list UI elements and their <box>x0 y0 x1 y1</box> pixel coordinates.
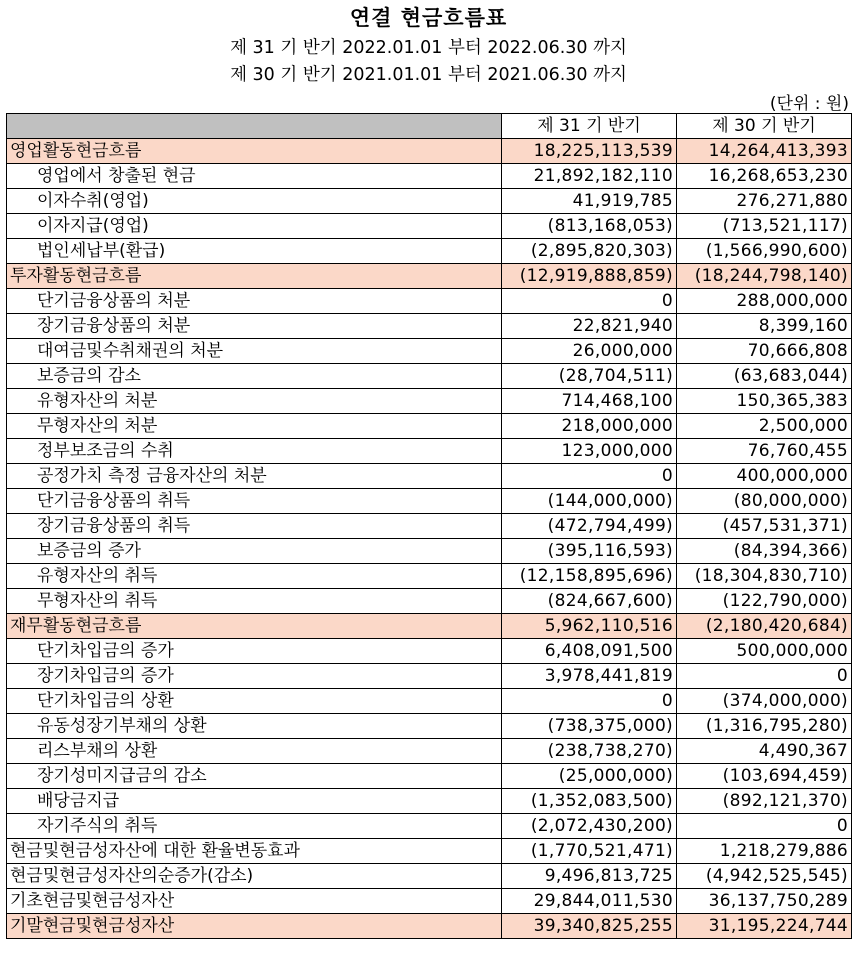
row-value-current: 123,000,000 <box>502 439 677 464</box>
table-row <box>7 164 852 189</box>
row-value-current: 6,408,091,500 <box>502 639 677 664</box>
row-label: 영업에서 창출된 현금 <box>7 164 502 189</box>
row-label: 이자지급(영업) <box>7 214 502 239</box>
row-label: 장기차입금의 증가 <box>7 664 502 689</box>
row-label: 리스부채의 상환 <box>7 739 502 764</box>
row-value-prior: (18,244,798,140) <box>677 264 852 289</box>
table-row <box>7 664 852 689</box>
row-label: 장기금융상품의 취득 <box>7 514 502 539</box>
row-value-prior: (1,316,795,280) <box>677 714 852 739</box>
table-row <box>7 264 852 289</box>
row-value-current: (28,704,511) <box>502 364 677 389</box>
row-label: 유형자산의 처분 <box>7 389 502 414</box>
table-row <box>7 414 852 439</box>
row-value-current: 22,821,940 <box>502 314 677 339</box>
row-value-prior: (457,531,371) <box>677 514 852 539</box>
table-row <box>7 914 852 939</box>
row-value-current: (824,667,600) <box>502 589 677 614</box>
row-value-prior: (18,304,830,710) <box>677 564 852 589</box>
row-value-prior: 150,365,383 <box>677 389 852 414</box>
row-value-prior: (374,000,000) <box>677 689 852 714</box>
row-value-current: 3,978,441,819 <box>502 664 677 689</box>
table-row <box>7 814 852 839</box>
row-label: 무형자산의 처분 <box>7 414 502 439</box>
table-row <box>7 514 852 539</box>
row-label: 보증금의 증가 <box>7 539 502 564</box>
row-value-prior: (2,180,420,684) <box>677 614 852 639</box>
table-body <box>7 139 852 939</box>
row-label: 단기차입금의 상환 <box>7 689 502 714</box>
row-value-current: (2,895,820,303) <box>502 239 677 264</box>
row-label: 영업활동현금흐름 <box>7 139 502 164</box>
row-label: 현금및현금성자산에 대한 환율변동효과 <box>7 839 502 864</box>
row-value-prior: 16,268,653,230 <box>677 164 852 189</box>
row-label: 보증금의 감소 <box>7 364 502 389</box>
row-value-current: (12,919,888,859) <box>502 264 677 289</box>
row-value-current: (472,794,499) <box>502 514 677 539</box>
table-row <box>7 839 852 864</box>
cash-flow-table <box>6 113 852 939</box>
row-value-current: (395,116,593) <box>502 539 677 564</box>
row-label: 장기성미지급금의 감소 <box>7 764 502 789</box>
row-label: 공정가치 측정 금융자산의 처분 <box>7 464 502 489</box>
table-row <box>7 714 852 739</box>
row-value-prior: (1,566,990,600) <box>677 239 852 264</box>
row-value-prior: 8,399,160 <box>677 314 852 339</box>
row-value-current: 26,000,000 <box>502 339 677 364</box>
row-value-current: (1,770,521,471) <box>502 839 677 864</box>
row-label: 장기금융상품의 처분 <box>7 314 502 339</box>
row-label: 대여금및수취채권의 처분 <box>7 339 502 364</box>
table-row <box>7 739 852 764</box>
row-value-prior: 288,000,000 <box>677 289 852 314</box>
row-value-prior: 70,666,808 <box>677 339 852 364</box>
row-value-current: (144,000,000) <box>502 489 677 514</box>
table-row <box>7 139 852 164</box>
table-header-row <box>7 114 852 139</box>
row-value-current: (2,072,430,200) <box>502 814 677 839</box>
row-value-prior: 276,271,880 <box>677 189 852 214</box>
row-value-current: (238,738,270) <box>502 739 677 764</box>
row-label: 기말현금및현금성자산 <box>7 914 502 939</box>
row-label: 유동성장기부채의 상환 <box>7 714 502 739</box>
row-label: 자기주식의 취득 <box>7 814 502 839</box>
table-row <box>7 539 852 564</box>
row-value-current: (12,158,895,696) <box>502 564 677 589</box>
table-row <box>7 789 852 814</box>
table-row <box>7 764 852 789</box>
table-row <box>7 589 852 614</box>
row-value-prior: 31,195,224,744 <box>677 914 852 939</box>
row-label: 현금및현금성자산의순증가(감소) <box>7 864 502 889</box>
row-value-current: 0 <box>502 689 677 714</box>
table-row <box>7 464 852 489</box>
row-value-prior: 76,760,455 <box>677 439 852 464</box>
table-row <box>7 489 852 514</box>
period-current: 제 31 기 반기 2022.01.01 부터 2022.06.30 까지 <box>230 38 627 58</box>
row-value-prior: 1,218,279,886 <box>677 839 852 864</box>
unit-label: (단위 : 원) <box>769 94 849 114</box>
row-value-current: 0 <box>502 289 677 314</box>
header-blank-cell <box>7 114 502 139</box>
row-value-current: 39,340,825,255 <box>502 914 677 939</box>
row-value-prior: 500,000,000 <box>677 639 852 664</box>
table-row <box>7 889 852 914</box>
row-value-current: (738,375,000) <box>502 714 677 739</box>
row-value-current: 18,225,113,539 <box>502 139 677 164</box>
row-value-current: 21,892,182,110 <box>502 164 677 189</box>
row-value-prior: 2,500,000 <box>677 414 852 439</box>
table-row <box>7 614 852 639</box>
row-value-current: 0 <box>502 464 677 489</box>
row-label: 정부보조금의 수취 <box>7 439 502 464</box>
header-current-period: 제 31 기 반기 <box>502 114 677 139</box>
row-label: 배당금지급 <box>7 789 502 814</box>
row-value-current: (1,352,083,500) <box>502 789 677 814</box>
row-value-prior: (103,694,459) <box>677 764 852 789</box>
row-value-current: 9,496,813,725 <box>502 864 677 889</box>
table-row <box>7 864 852 889</box>
row-value-prior: 400,000,000 <box>677 464 852 489</box>
table-row <box>7 439 852 464</box>
table-row <box>7 389 852 414</box>
table-row <box>7 289 852 314</box>
row-value-prior: (84,394,366) <box>677 539 852 564</box>
row-label: 재무활동현금흐름 <box>7 614 502 639</box>
row-label: 단기금융상품의 취득 <box>7 489 502 514</box>
table-row <box>7 689 852 714</box>
row-value-current: 714,468,100 <box>502 389 677 414</box>
table-row <box>7 314 852 339</box>
row-value-prior: (4,942,525,545) <box>677 864 852 889</box>
period-prior: 제 30 기 반기 2021.01.01 부터 2021.06.30 까지 <box>230 65 627 85</box>
row-value-prior: (713,521,117) <box>677 214 852 239</box>
row-value-current: 218,000,000 <box>502 414 677 439</box>
row-label: 유형자산의 취득 <box>7 564 502 589</box>
row-value-prior: 14,264,413,393 <box>677 139 852 164</box>
row-value-current: 41,919,785 <box>502 189 677 214</box>
table-row <box>7 564 852 589</box>
row-label: 단기차입금의 증가 <box>7 639 502 664</box>
row-value-current: 29,844,011,530 <box>502 889 677 914</box>
row-label: 투자활동현금흐름 <box>7 264 502 289</box>
table-row <box>7 339 852 364</box>
row-value-prior: (892,121,370) <box>677 789 852 814</box>
row-label: 단기금융상품의 처분 <box>7 289 502 314</box>
row-value-prior: 0 <box>677 814 852 839</box>
table-row <box>7 364 852 389</box>
row-label: 법인세납부(환급) <box>7 239 502 264</box>
row-label: 무형자산의 취득 <box>7 589 502 614</box>
row-value-prior: 4,490,367 <box>677 739 852 764</box>
row-value-prior: (80,000,000) <box>677 489 852 514</box>
row-value-current: 5,962,110,516 <box>502 614 677 639</box>
row-label: 기초현금및현금성자산 <box>7 889 502 914</box>
table-row <box>7 189 852 214</box>
table-row <box>7 239 852 264</box>
table-row <box>7 639 852 664</box>
row-label: 이자수취(영업) <box>7 189 502 214</box>
row-value-current: (813,168,053) <box>502 214 677 239</box>
row-value-prior: 36,137,750,289 <box>677 889 852 914</box>
row-value-prior: (122,790,000) <box>677 589 852 614</box>
page-title: 연결 현금흐름표 <box>349 6 508 30</box>
header-prior-period: 제 30 기 반기 <box>677 114 852 139</box>
row-value-prior: (63,683,044) <box>677 364 852 389</box>
row-value-current: (25,000,000) <box>502 764 677 789</box>
table-row <box>7 214 852 239</box>
row-value-prior: 0 <box>677 664 852 689</box>
